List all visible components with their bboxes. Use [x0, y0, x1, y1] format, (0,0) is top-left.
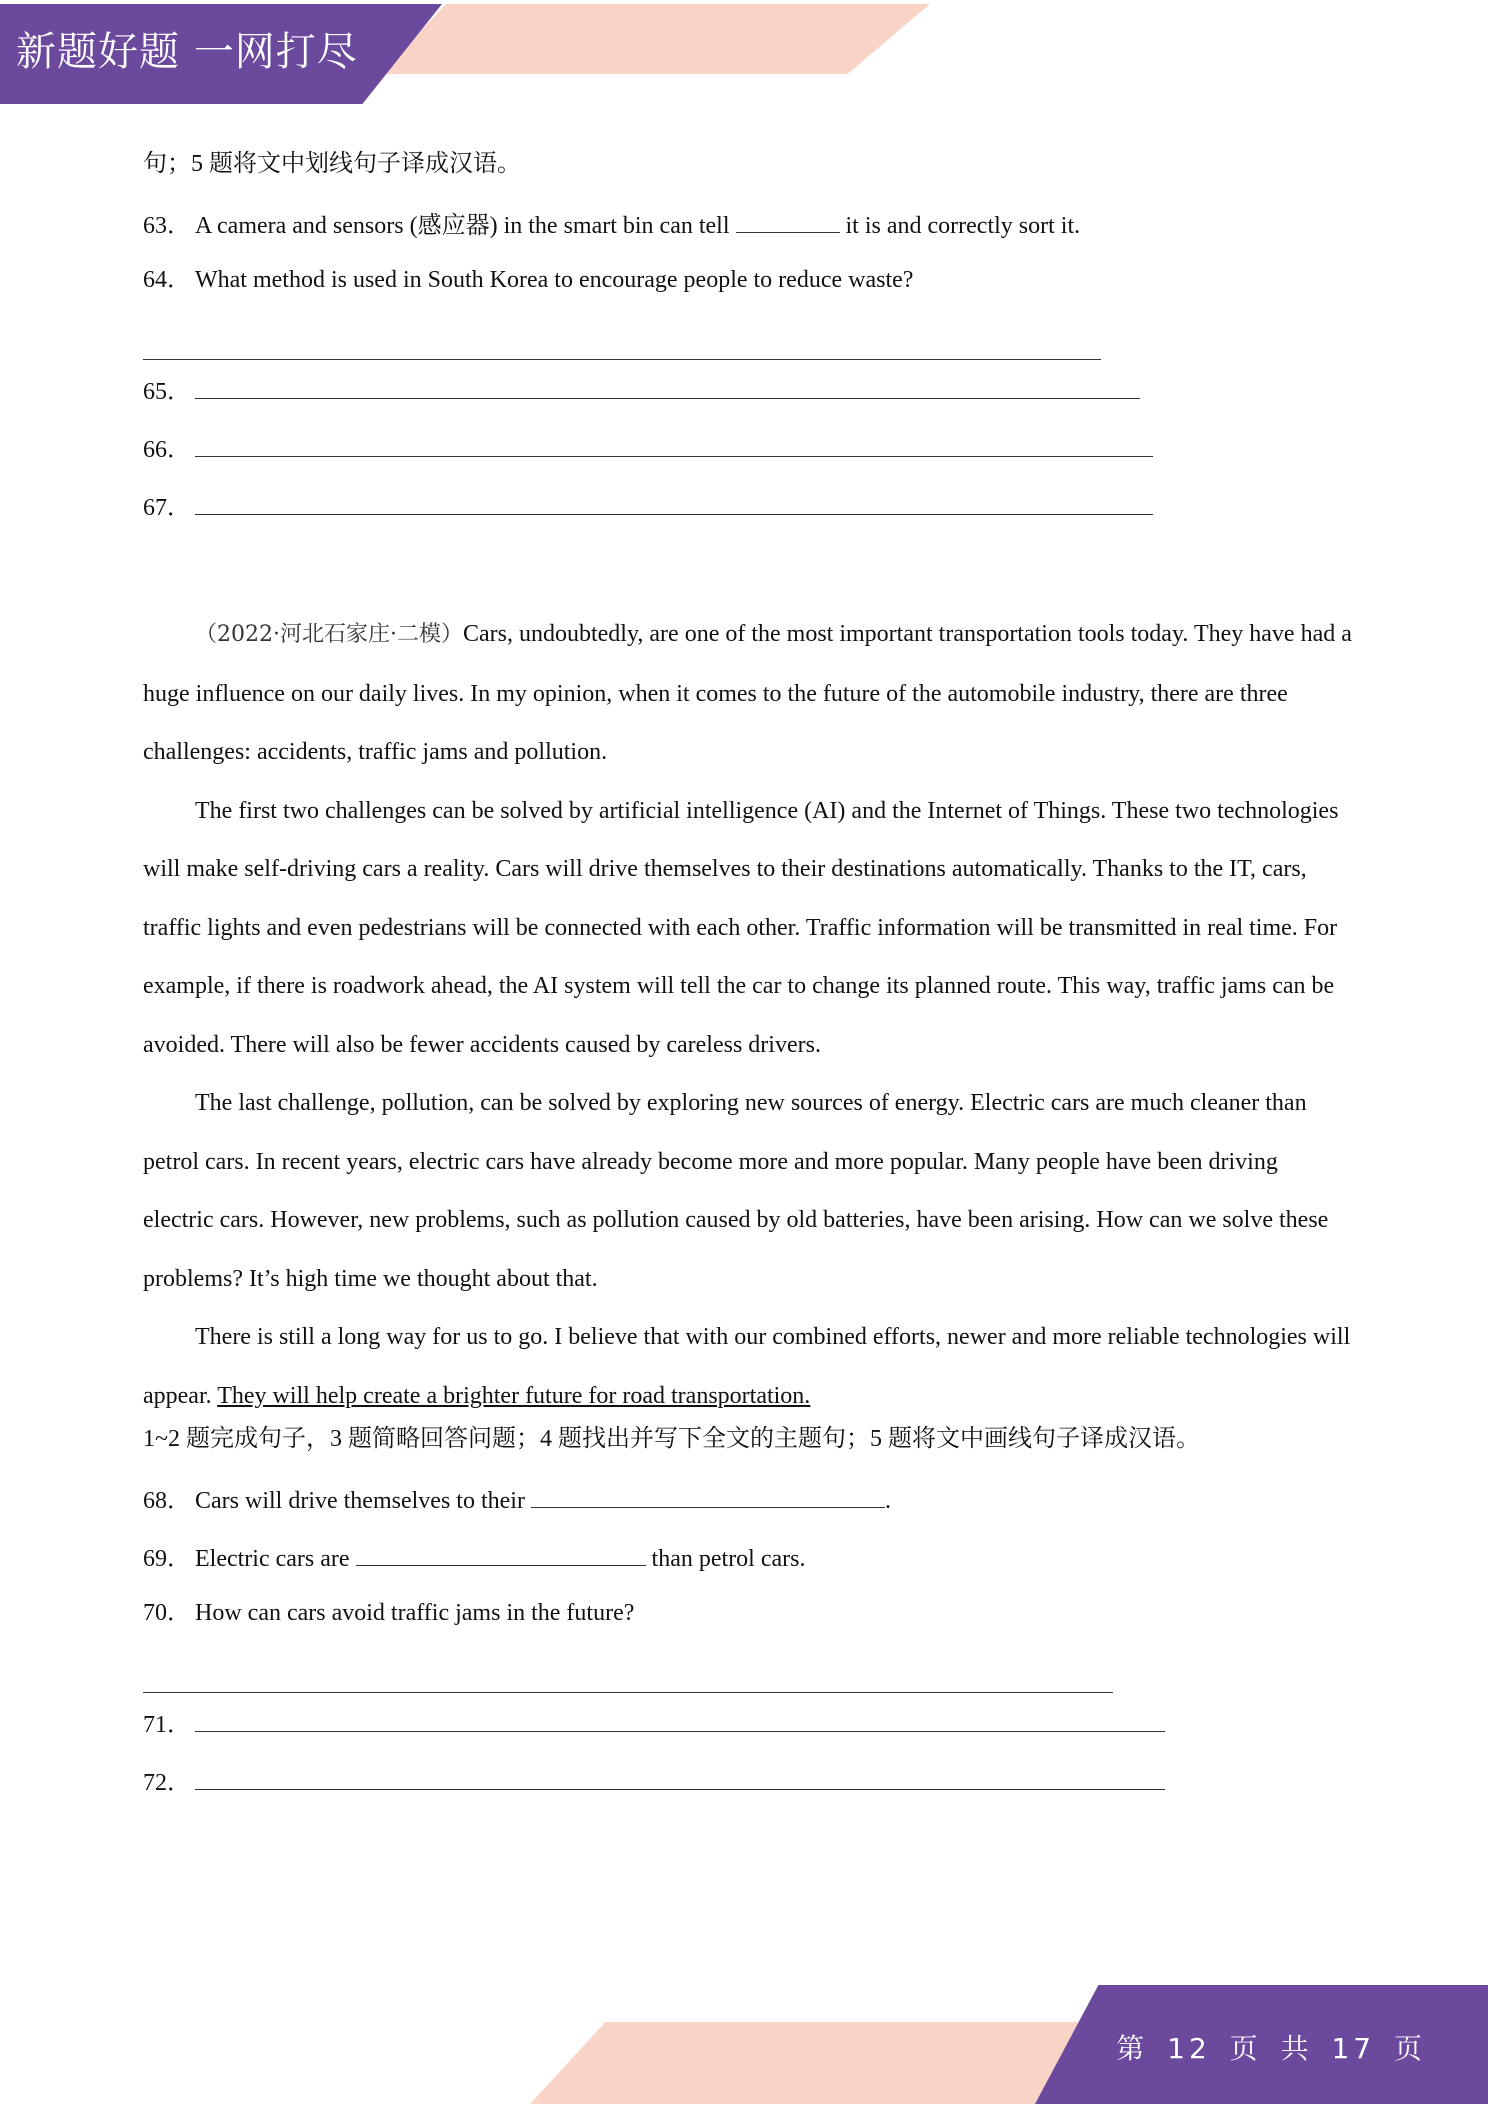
passage-paragraph-4	[143, 1308, 1353, 1425]
question-number: 66．	[143, 437, 191, 463]
question-63	[143, 208, 1353, 266]
passage-paragraph-2: The first two challenges can be solved by artificial intelligence (AI) and the Internet of Things. These two technologies will make self-driving cars a reality. Cars will drive themselves to their destinations automatically. Thanks to the IT, cars, traffic lights and even pedestrians will be connected with each other. Traffic information will be transmitted in real time. For example, if there is roadwork ahead, the AI system will tell the car to change its planned route. This way, traffic jams can be avoided. There will also be fewer accidents caused by careless drivers.	[143, 797, 1339, 1058]
passage-source: （2022·河北石家庄·二模）	[195, 622, 463, 647]
header-title: 新题好题 一网打尽	[16, 29, 358, 75]
answer-blank[interactable]	[531, 1483, 885, 1508]
question-67	[143, 490, 1353, 548]
question-71	[143, 1707, 1353, 1765]
answer-blank[interactable]	[195, 1765, 1165, 1790]
answer-line[interactable]	[143, 1643, 1353, 1707]
question-text-before: Cars will drive themselves to their	[195, 1488, 531, 1514]
answer-blank[interactable]	[736, 208, 840, 233]
question-text: What method is used in South Korea to encourage people to reduce waste?	[195, 267, 914, 293]
question-66	[143, 432, 1353, 490]
question-text-before: A camera and sensors (感应器) in the smart bin can tell	[195, 213, 736, 239]
question-65	[143, 374, 1353, 432]
question-text-after: .	[884, 1488, 891, 1514]
question-number: 63．	[143, 213, 191, 239]
question-text-after: than petrol cars.	[645, 1546, 806, 1572]
answer-blank[interactable]	[195, 432, 1153, 457]
question-number: 68．	[143, 1488, 191, 1514]
paragraph-text: Cars, undoubtedly, are one of the most important transportation tools today. They have had a huge influence on our daily lives. In my opinion, when it comes to the future of the automobile industry, there are three challenges: accidents, traffic jams and pollution.	[143, 621, 1352, 765]
answer-line[interactable]	[143, 310, 1353, 374]
question-number: 71．	[143, 1712, 191, 1738]
question-text-after: it is and correctly sort it.	[839, 213, 1081, 239]
instruction-tail: 句；5 题将文中划线句子译成汉语。	[143, 151, 521, 177]
questions-instruction: 1~2 题完成句子，3 题简略回答问题；4 题找出并写下全文的主题句；5 题将文中画线句子译成汉语。	[143, 1426, 1200, 1452]
page-number: 第 12 页 共 17 页	[1116, 2032, 1426, 2065]
question-64	[143, 266, 1353, 310]
answer-blank[interactable]	[195, 374, 1140, 399]
passage-paragraph-1	[143, 605, 1353, 782]
passage-paragraph-3: The last challenge, pollution, can be solved by exploring new sources of energy. Electric cars are much cleaner than petrol cars. In recent years, electric cars have already become more and more popular. Many people have been driving electric cars. However, new problems, such as pollution caused by old batteries, have been arising. How can we solve these problems? It’s high time we thought about that.	[143, 1090, 1329, 1292]
question-70	[143, 1599, 1353, 1643]
question-number: 64．	[143, 267, 191, 293]
page-content	[143, 150, 1353, 1823]
underlined-sentence: They will help create a brighter future for road transportation.	[217, 1382, 811, 1409]
question-72	[143, 1765, 1353, 1823]
spacer	[143, 548, 1353, 605]
question-number: 70．	[143, 1600, 191, 1626]
question-text-before: Electric cars are	[195, 1546, 356, 1572]
question-69	[143, 1541, 1353, 1599]
question-number: 72．	[143, 1770, 191, 1796]
paragraph-text: There is still a long way for us to go. I believe that with our combined efforts, newer and more reliable technologies will appear.	[143, 1324, 1351, 1409]
question-number: 67．	[143, 495, 191, 521]
question-text: How can cars avoid traffic jams in the future?	[195, 1600, 635, 1626]
answer-blank[interactable]	[195, 490, 1153, 515]
question-68	[143, 1483, 1353, 1541]
answer-blank[interactable]	[195, 1707, 1165, 1732]
answer-blank[interactable]	[356, 1541, 646, 1566]
question-number: 69．	[143, 1546, 191, 1572]
question-number: 65．	[143, 379, 191, 405]
header-accent-shape	[380, 4, 930, 74]
